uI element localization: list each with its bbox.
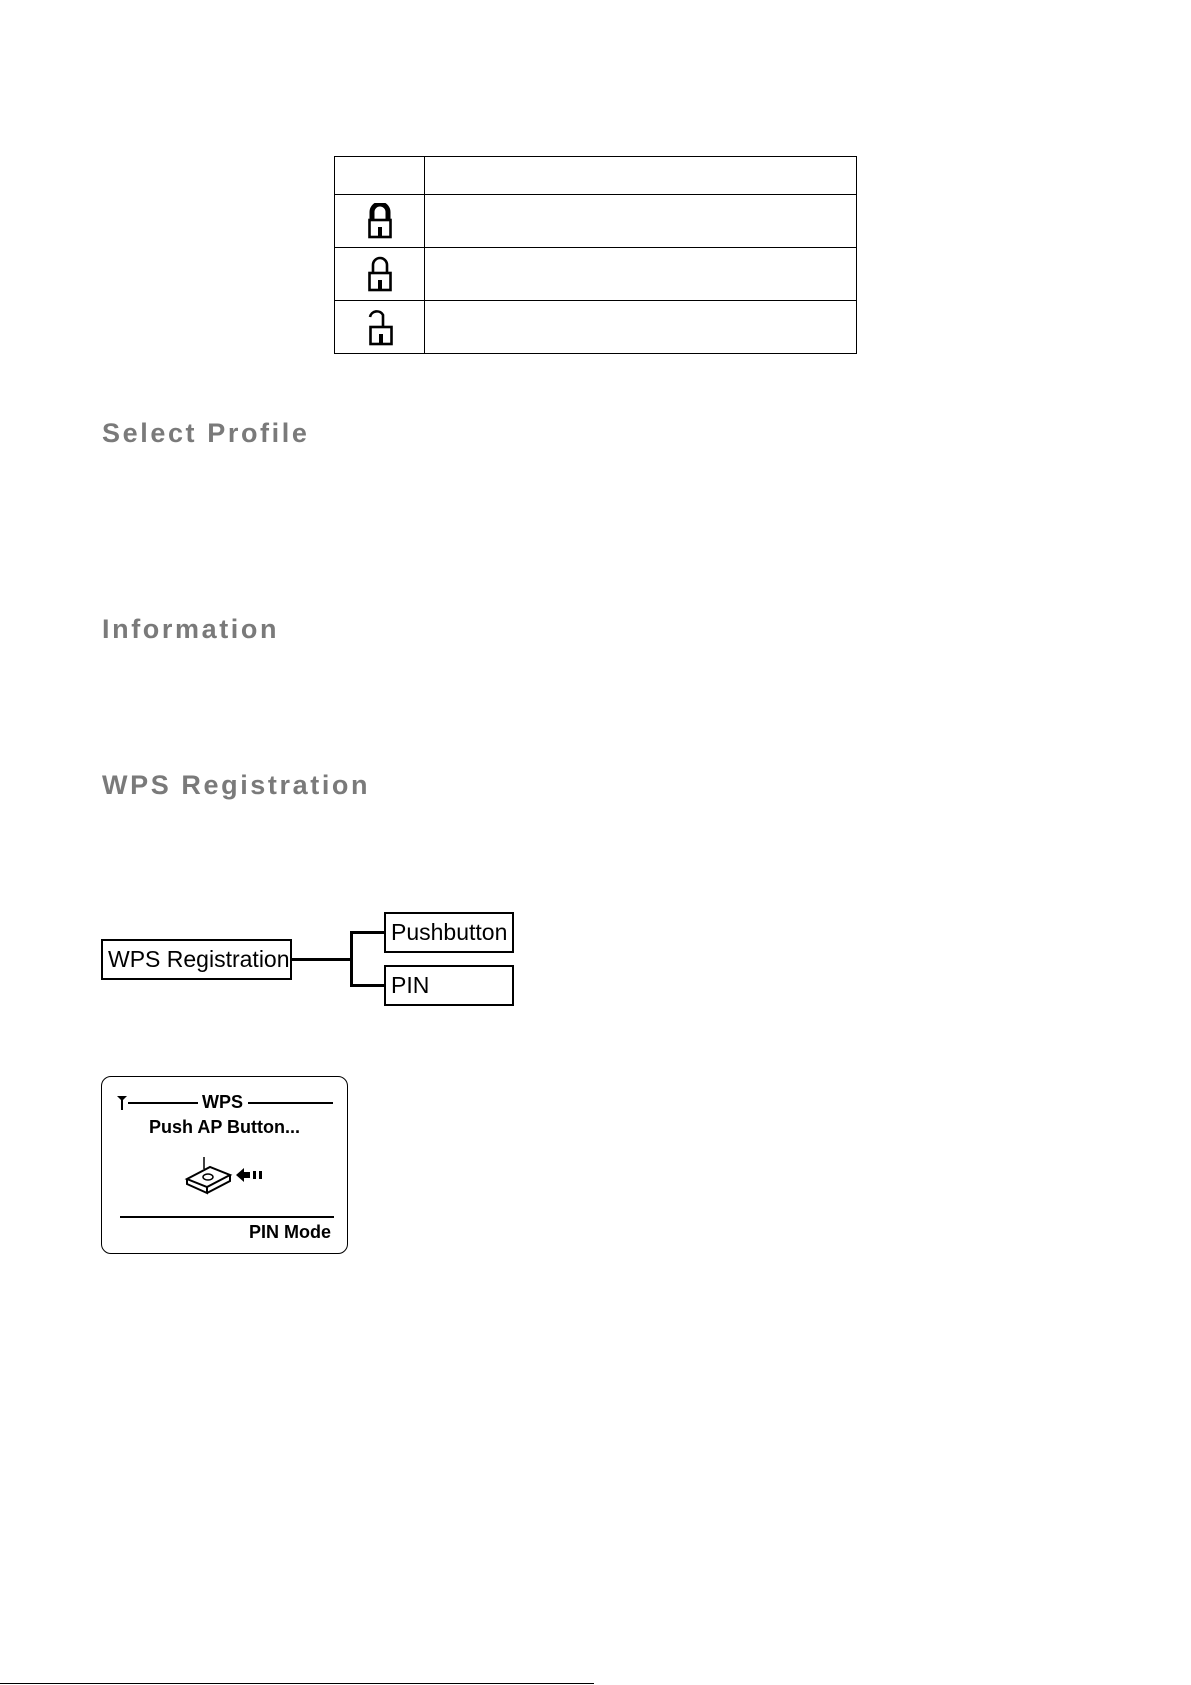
push-arrow-icon <box>236 1167 266 1183</box>
title-rule-right <box>248 1102 333 1104</box>
section-heading-select-profile: Select Profile <box>102 418 310 448</box>
softkey-divider <box>120 1216 334 1218</box>
title-rule-left <box>128 1102 198 1104</box>
tree-connector <box>350 932 353 986</box>
pin-mode-softkey: PIN Mode <box>248 1222 331 1242</box>
locked-outline-lock-icon <box>367 256 393 292</box>
lcd-screen <box>101 1076 348 1254</box>
row-description <box>425 301 857 354</box>
tree-connector <box>292 958 352 961</box>
page-footer-rule <box>0 1683 594 1684</box>
table-header-row <box>335 157 857 195</box>
pushbutton-option-box: Pushbutton <box>384 912 514 953</box>
tree-connector <box>350 984 385 987</box>
header-cell-description <box>425 157 857 195</box>
section-heading-wps-registration: WPS Registration <box>102 770 371 800</box>
lcd-title: WPS <box>202 1092 244 1112</box>
tree-connector <box>350 931 385 934</box>
pin-option-box: PIN <box>384 965 514 1006</box>
table-row <box>335 248 857 301</box>
wps-registration-menu-box: WPS Registration <box>101 939 292 980</box>
table-row <box>335 301 857 354</box>
table-row <box>335 195 857 248</box>
section-heading-information: Information <box>102 614 280 644</box>
antenna-icon <box>116 1095 128 1111</box>
locked-filled-lock-icon <box>367 203 393 239</box>
lcd-message: Push AP Button... <box>149 1117 300 1137</box>
header-cell-icon <box>335 157 425 195</box>
security-icon-table <box>334 156 857 354</box>
row-description <box>425 248 857 301</box>
row-description <box>425 195 857 248</box>
access-point-icon <box>184 1155 234 1195</box>
unlocked-lock-icon <box>366 308 394 346</box>
